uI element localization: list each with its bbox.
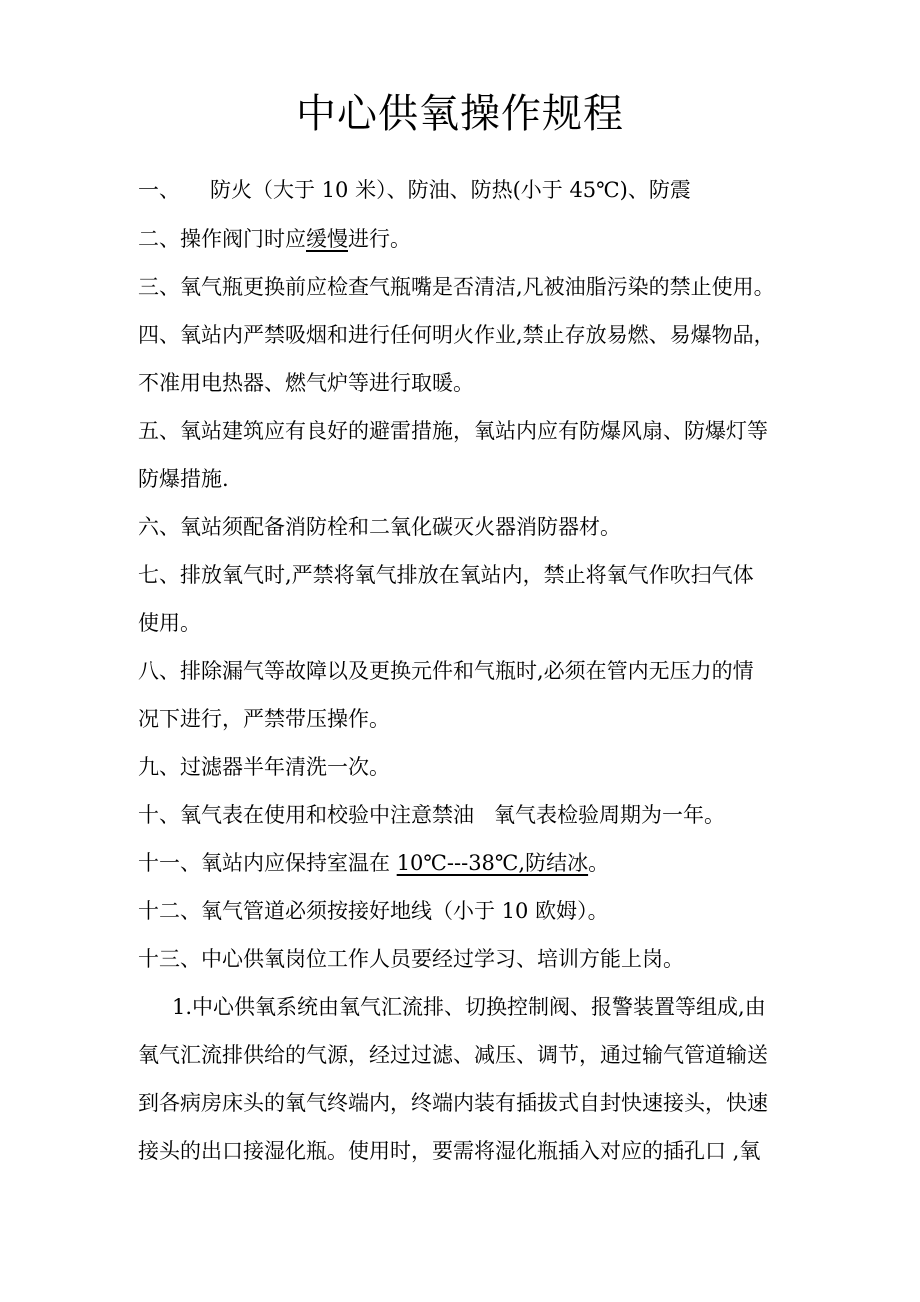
rule-text-part1: 十、氧气表在使用和校验中注意禁油 [138, 803, 474, 827]
rule-text-prefix: 十一、氧站内应保持室温在 [138, 851, 397, 875]
rule-number: 一、 [138, 178, 180, 202]
rule-text-prefix: 二、操作阀门时应 [138, 227, 306, 251]
rule-item-10 [138, 800, 798, 830]
rule-item-9: 九、过滤器半年清洗一次。 [138, 755, 390, 779]
rule-item-4-cont: 不准用电热器、燃气炉等进行取暖。 [138, 371, 474, 395]
rule-item-2 [138, 224, 798, 254]
rule-text-suffix: 。 [588, 851, 610, 875]
rule-text-part2: 氧气表检验周期为一年。 [494, 803, 725, 827]
rule-item-3: 三、氧气瓶更换前应检查气瓶嘴是否清洁,凡被油脂污染的禁止使用。 [138, 275, 775, 299]
rule-item-5: 五、氧站建筑应有良好的避雷措施，氧站内应有防爆风扇、防爆灯等 [138, 419, 768, 443]
underlined-text: 缓慢 [306, 227, 348, 251]
paragraph-line-4: 接头的出口接湿化瓶。使用时，要需将湿化瓶插入对应的插孔口 ,氧 [138, 1139, 761, 1163]
underlined-text: 10℃---38℃,防结冰 [396, 851, 589, 875]
paragraph-line-2: 氧气汇流排供给的气源，经过过滤、减压、调节，通过输气管道输送 [138, 1043, 768, 1067]
rule-item-8: 八、排除漏气等故障以及更换元件和气瓶时,必须在管内无压力的情 [138, 659, 754, 683]
rule-item-7: 七、排放氧气时,严禁将氧气排放在氧站内，禁止将氧气作吹扫气体 [138, 563, 754, 587]
rule-item-1 [138, 175, 798, 205]
rule-text-suffix: 进行。 [348, 227, 411, 251]
paragraph-line-1: 1.中心供氧系统由氧气汇流排、切换控制阀、报警装置等组成,由 [172, 995, 766, 1019]
rule-item-12: 十二、氧气管道必须按接好地线（小于 10 欧姆）。 [138, 899, 609, 923]
rule-text: 防火（大于 10 米）、防油、防热(小于 45℃)、防震 [210, 178, 691, 202]
rule-item-6: 六、氧站须配备消防栓和二氧化碳灭火器消防器材。 [138, 515, 621, 539]
rule-item-5-cont: 防爆措施. [138, 467, 229, 491]
page-title: 中心供氧操作规程 [296, 91, 624, 137]
paragraph-line-3: 到各病房床头的氧气终端内，终端内装有插拔式自封快速接头，快速 [138, 1091, 768, 1115]
rule-item-4: 四、氧站内严禁吸烟和进行任何明火作业,禁止存放易燃、易爆物品， [138, 323, 775, 347]
rule-item-7-cont: 使用。 [138, 611, 201, 635]
rule-item-11 [138, 848, 798, 878]
rule-item-8-cont: 况下进行，严禁带压操作。 [138, 707, 390, 731]
rule-item-13: 十三、中心供氧岗位工作人员要经过学习、培训方能上岗。 [138, 947, 684, 971]
